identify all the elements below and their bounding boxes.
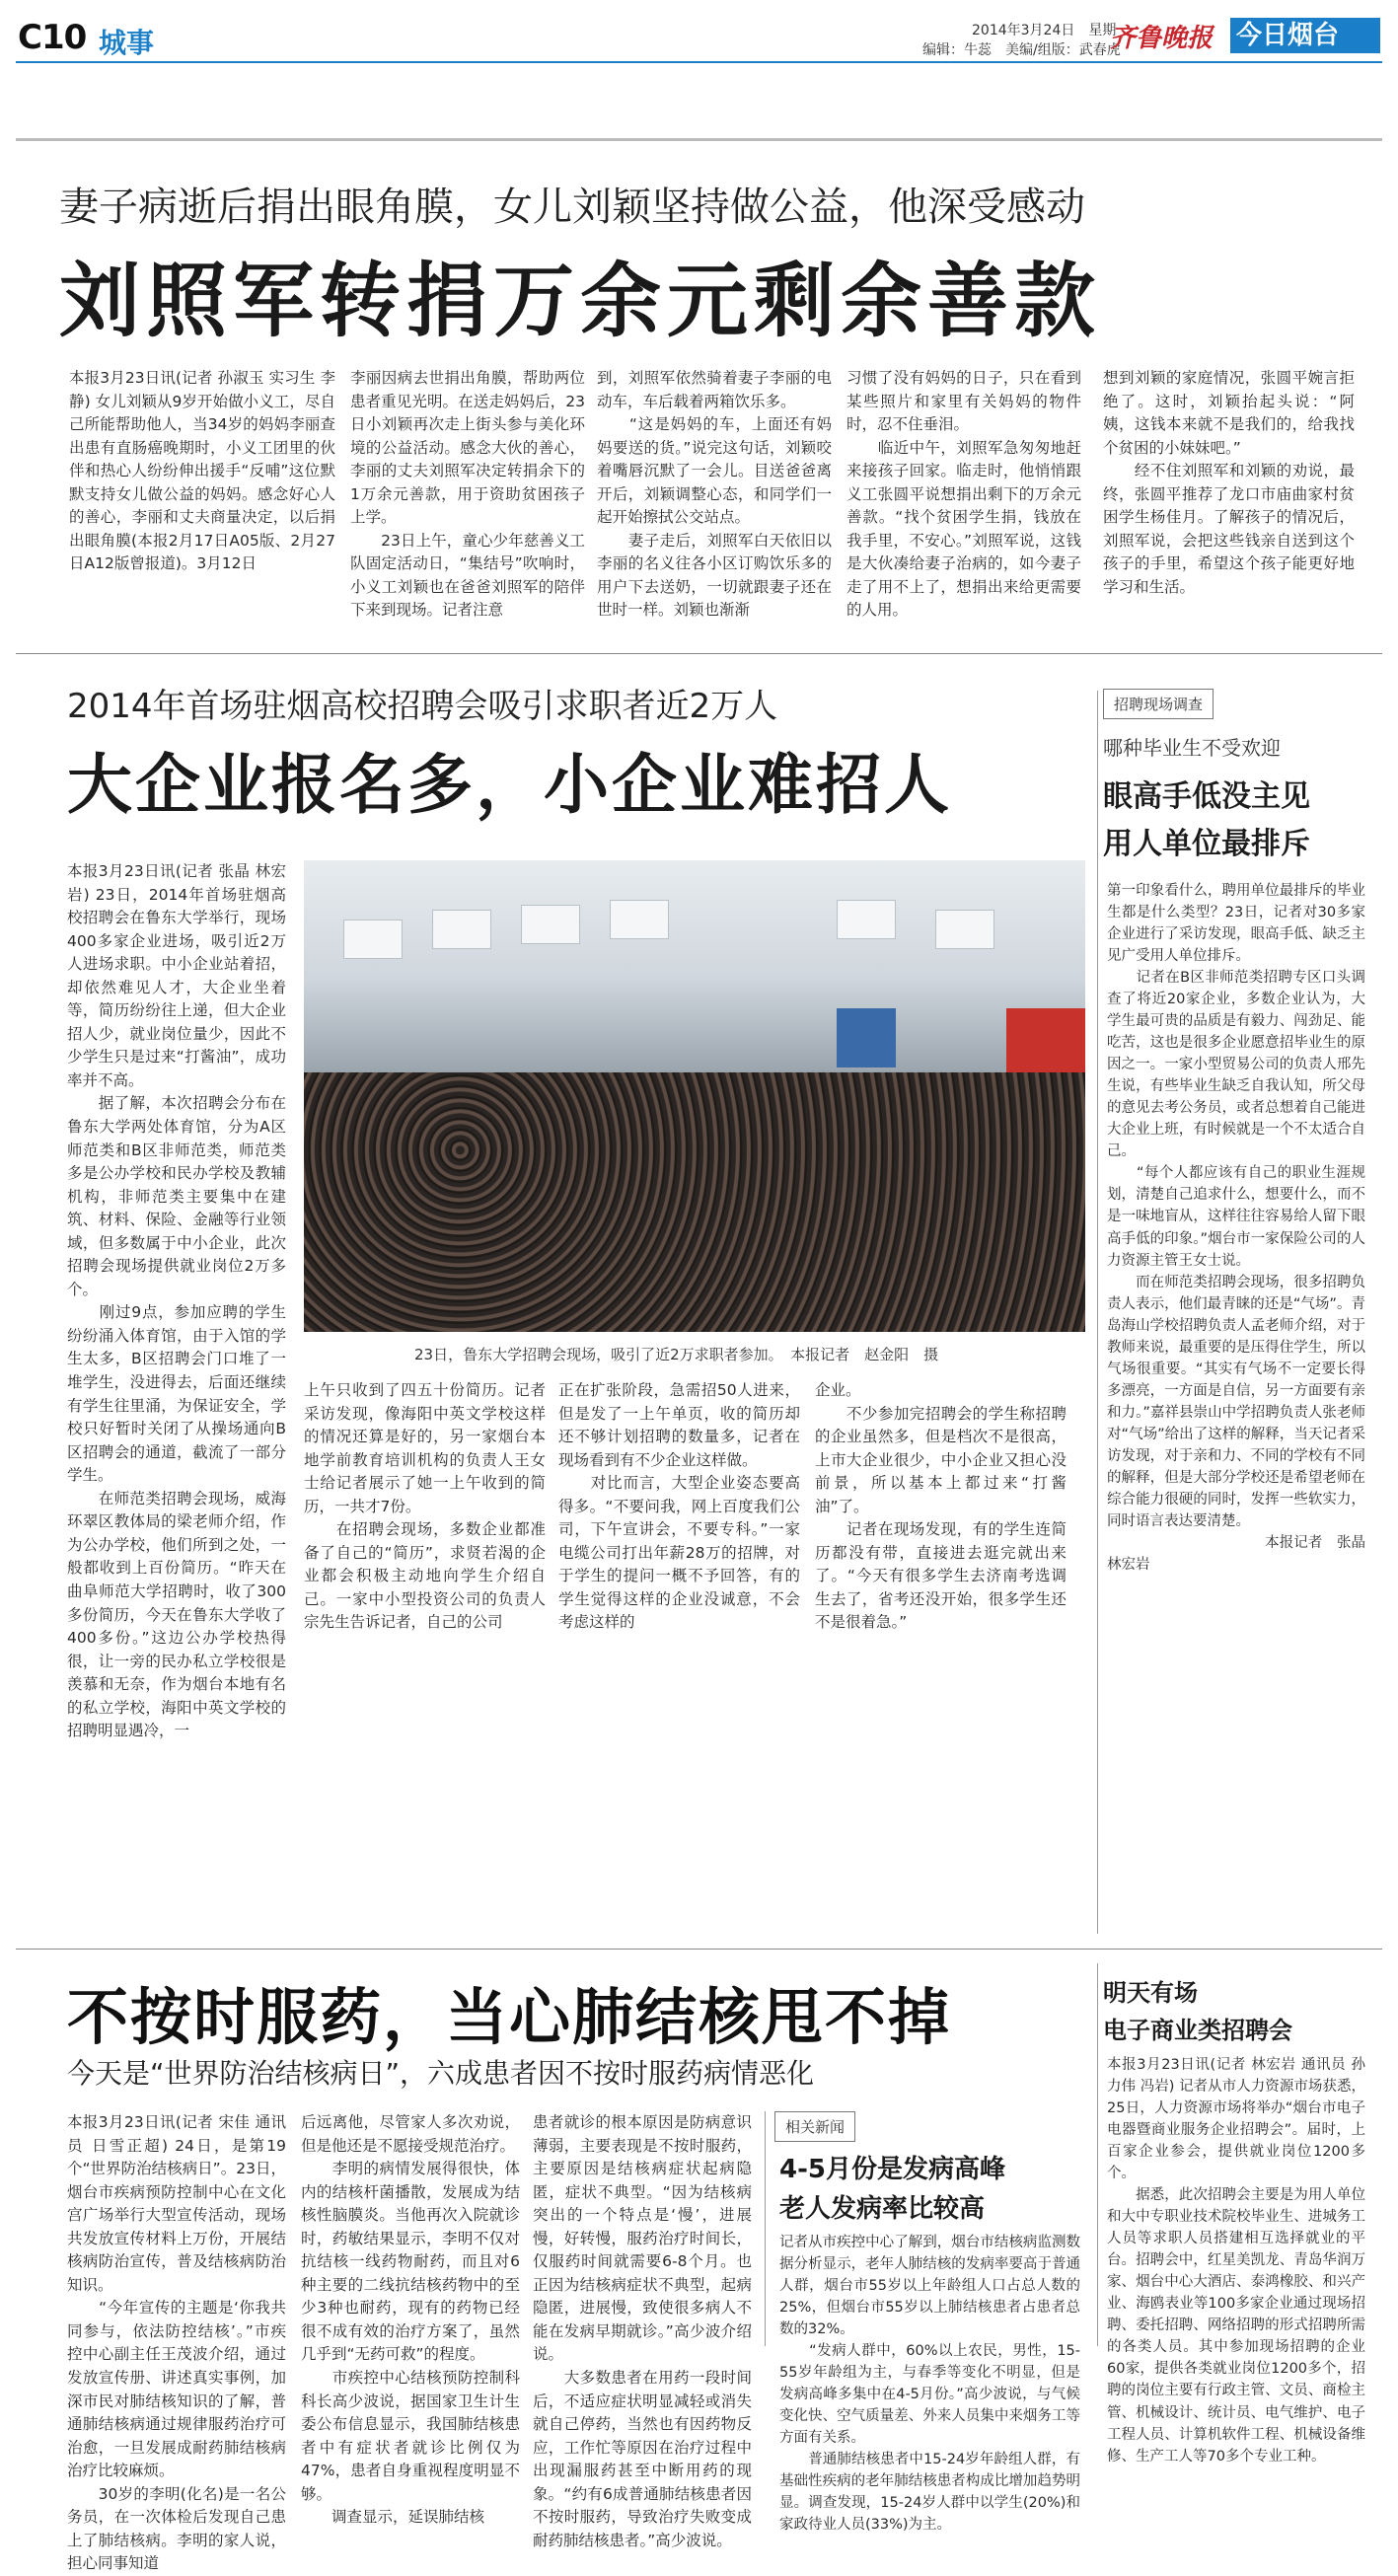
related-tag (774, 2111, 855, 2142)
sidebar2-subtitle: 哪种毕业生不受欢迎 (1103, 736, 1281, 760)
crowd (304, 1072, 1085, 1332)
article2-col-b3: 企业。 不少参加完招聘会的学生称招聘的企业虽然多，但是档次不是很高，上市大企业很少，中小企业又担心没前景，所以基本上都过来“打酱油”了。 记者在现场发现，有的学生连简历都没有带，直接进去逛完就出来了。“今天有很多学生去济南考选调生去了，省考还没开始，很多学生还不是很着急。” (815, 1381, 1067, 1632)
gym-window (610, 900, 669, 939)
edition-badge (1230, 18, 1380, 53)
gym-window (935, 910, 994, 949)
article3-col1: 本报3月23日讯(记者 宋佳 通讯员 日雪正超) 24日，是第19个“世界防治结核病日”。23日，烟台市疾病预防控制中心在文化宫广场举行大型宣传活动，现场共发放宣传材料上万份，开展结核病防治宣传，普及结核病防治知识。 “今年宣传的主题是‘你我共同参与，依法防控结核’。”市疾控中心副主任王茂波介绍，通过发放宣传册、讲述真实事例，加深市民对肺结核知识的了解，普通肺结核病通过规律服药治疗可治愈，一旦发展成耐药肺结核病治疗比较麻烦。 30岁的李明(化名)是一名公务员，在一次体检后发现自己患上了肺结核病。李明的家人说，担心同事知道 (67, 2113, 286, 2573)
edition-label: 今日烟台 (1236, 21, 1340, 50)
related-tag-text: 相关新闻 (785, 2118, 846, 2136)
article2-bottom-rule (16, 1949, 1382, 1950)
article2-col-left: 本报3月23日讯(记者 张晶 林宏岩) 23日，2014年首场驻烟高校招聘会在鲁东大学举行，现场400多家企业进场，吸引近2万人进场求职。中小企业站着招，却依然难见人才，大企业坐着等，简历纷纷往上递，但大企业招人少，就业岗位量少，因此不少学生只是过来“打酱油”，成功率并不高。 据了解，本次招聘会分布在鲁东大学两处体育馆，分为A区师范类和B区非师范类，师范类多是公办学校和民办学校及教辅机构，非师范类主要集中在建筑、材料、保险、金融等行业领域，但多数属于中小企业，此次招聘会现场提供就业岗位2万多个。 刚过9点，参加应聘的学生纷纷涌入体育馆，由于入馆的学生太多，B区招聘会门口堆了一堆学生，没进得去，后面还继续有学生往里涌，为保证安全，学校只好暂时关闭了从操场通向B区招聘会的通道，截流了一部分学生。 在师范类招聘会现场，威海环翠区教体局的梁老师介绍，作为公办学校，他们所到之处，一般都收到上百份简历。“昨天在曲阜师范大学招聘时，收了300多份简历，今天在鲁东大学收了400多份。”这边公办学校热得很，让一旁的民办私立学校很是羡慕和无奈，作为烟台本地有名的私立学校，海阳中英文学校的招聘明显遇冷，一 (67, 862, 286, 1740)
job-fair-photo (304, 860, 1085, 1332)
related-box-rule (765, 2111, 766, 2346)
article1-subtitle: 妻子病逝后捐出眼角膜，女儿刘颖坚持做公益，他深受感动 (59, 184, 1085, 230)
article3-title: 不按时服药，当心肺结核甩不掉 (67, 1981, 952, 2053)
sidebar2-body: 第一印象看什么，聘用单位最排斥的毕业生都是什么类型？23日，记者对30多家企业进行了采访发现，眼高手低、缺乏主见广受用人单位排斥。 记者在B区非师范类招聘专区口头调查了将近20家企业，多数企业认为，大学生最可贵的品质是有毅力、闯劲足、能吃苦，这也是很多企业愿意招毕业生的原因之一。一家小型贸易公司的负责人邢先生说，有些毕业生缺乏自我认知，所父母的意见去考公务员，或者总想着自己能进大企业上班，有时候就是一个不太适合自己。 “每个人都应该有自己的职业生涯规划，清楚自己追求什么，想要什么，而不是一味地盲从，这样往往容易给人留下眼高手低的印象。”烟台市一家保险公司的人力资源主管王女士说。 而在师范类招聘会现场，很多招聘负责人表示，他们最青睐的还是“气场”。青岛海山学校招聘负责人孟老师介绍，对于教师来说，最重要的是压得住学生，所以气场很重要。“其实有气场不一定要长得多漂亮，一方面是自信，另一方面要有亲和力。”嘉祥县崇山中学招聘负责人张老师对“气场”给出了这样的解释，当天记者采访发现，对于亲和力、不同的学校有不同的解释，但是大部分学校还是希望老师在综合能力很硬的同时，发挥一些软实力，同时语言表达要清楚。 本报记者 张晶 林宏岩 (1107, 883, 1365, 1573)
page-header (0, 0, 1398, 69)
article3-col2: 后远离他，尽管家人多次劝说，但是他还是不愿接受规范治疗。 李明的病情发展得很快，体内的结核杆菌播散，发展成为结核性脑膜炎。当他再次入院就诊时，药敏结果显示，李明不仅对抗结核一线药物耐药，而且对6种主要的二线抗结核药物中的至少3种也耐药，现有的药物已经很不成有效的治疗方案了，虽然几乎到“无药可救”的程度。 市疾控中心结核预防控制科科长高少波说，据国家卫生计生委公布信息显示，我国肺结核患者中有症状者就诊比例仅为47%，患者自身重视程度明显不够。 调查显示，延误肺结核 (301, 2113, 520, 2527)
page-label: C10 (18, 18, 87, 57)
gym-window (343, 920, 403, 959)
gym-window (521, 905, 580, 944)
article2-col-b1: 上午只收到了四五十份简历。记者采访发现，像海阳中英文学校这样的情况还算是好的，另一家烟台本地学前教育培训机构的负责人王女士给记者展示了她一上午收到的简历，一共才7份。 在招聘会现场，多数企业都准备了自己的“简历”，求贤若渴的企业都会积极主动地向学生介绍自己。一家中小型投资公司的负责人宗先生告诉记者，自己的公司 (304, 1381, 546, 1632)
article1-col1: 本报3月23日讯(记者 孙淑玉 实习生 李静) 女儿刘颖从9岁开始做小义工，尽自己所能帮助他人，当34岁的妈妈李丽查出患有直肠癌晚期时，小义工团里的伙伴和热心人纷纷伸出援手“反哺”这位默默支持女儿做公益的妈妈。感念好心人的善心，李丽和丈夫商量决定，以后捐出眼角膜(本报2月17日A05版、2月27日A12版曾报道)。3月12日 (69, 369, 335, 573)
article3-subtitle: 今天是“世界防治结核病日”，六成患者因不按时服药病情恶化 (67, 2057, 815, 2090)
sidebar3-rule (1097, 1963, 1098, 2346)
article1-col2: 李丽因病去世捐出角膜，帮助两位患者重见光明。在送走妈妈后，23日小刘颖再次走上街头参与美化环境的公益活动。感念大伙的善心，李丽的丈夫刘照军决定转捐余下的1万余元善款，用于资助贫困孩子上学。 23日上午，童心少年慈善义工队固定活动日，“集结号”吹响时，小义工刘颖也在爸爸刘照军的陪伴下来到现场。记者注意 (350, 369, 585, 620)
article1-col5: 想到刘颖的家庭情况，张圆平婉言拒绝了。这时，刘颖抬起头说：“阿姨，这钱本来就不是我们的，给我找个贫困的小妹妹吧。” 经不住刘照军和刘颖的劝说，最终，张圆平推荐了龙口市庙曲家村贫困学生杨佳月。了解孩子的情况后，刘照军说，会把这些钱亲自送到这个孩子的手里，希望这个孩子能更好地学习和生活。 (1103, 369, 1355, 596)
red-banner (1006, 1008, 1085, 1077)
related-body: 记者从市疾控中心了解到，烟台市结核病监测数据分析显示，老年人肺结核的发病率要高于普通人群，烟台市55岁以上年龄组人口占总人数的25%，但烟台市55岁以上肺结核患者占患者总数的32%。 “发病人群中，60%以上农民，男性，15-55岁年龄组为主，与春季等变化不明显，但是发病高峰多集中在4-5月份。”高少波说，与气候变化快、空气质量差、外来人员集中来烟务工等方面有关系。 普通肺结核患者中15-24岁年龄组人群，有基础性疾病的老年肺结核患者构成比增加趋势明显。调查发现，15-24岁人群中以学生(20%)和家政待业人员(33%)为主。 (779, 2235, 1080, 2534)
article1-col3: 到，刘照军依然骑着妻子李丽的电动车，车后载着两箱饮乐多。 “这是妈妈的车，上面还有妈妈要送的货。”说完这句话，刘颖咬着嘴唇沉默了一会儿。目送爸爸离开后，刘颖调整心态，和同学们一起开始擦拭公交站点。 妻子走后，刘照军白天依旧以李丽的名义往各小区订购饮乐多的用户下去送奶，一切就跟妻子还在世时一样。刘颖也渐渐 (597, 369, 832, 620)
sidebar2-title-2: 用人单位最排斥 (1103, 827, 1310, 861)
article1-bottom-rule (16, 653, 1382, 654)
section-name: 城事 (99, 27, 155, 59)
article2-title: 大企业报名多，小企业难招人 (67, 747, 952, 823)
gym-window (837, 900, 896, 939)
article1-title: 刘照军转捐万余元剩余善款 (59, 255, 1102, 348)
sidebar2-tag-text: 招聘现场调查 (1114, 696, 1204, 713)
sidebar3-body: 本报3月23日讯(记者 林宏岩 通讯员 孙力伟 冯岩) 记者从市人力资源市场获悉，25日，人力资源市场将举办“烟台市电子电器暨商业服务企业招聘会”。届时，上百家企业参会，提供就业岗位1200多个。 据悉，此次招聘会主要是为用人单位和大中专职业技术院校毕业生、进城务工人员等求职人员搭建相互选择就业的平台。招聘会中，红星美凯龙、青岛华润万家、烟台中心大酒店、泰鸿橡胶、和兴产业、海鸥表业等100多家企业通过现场招聘、委托招聘、网络招聘的形式招聘所需的各类人员。其中参加现场招聘的企业60家，提供各类就业岗位1200多个，招聘的岗位主要有行政主管、文员、商检主管、机械设计、统计员、电气维护、电子工程人员、计算机软件工程、机械设备维修、生产工人等70多个专业工种。 (1107, 2057, 1365, 2465)
related-title-1: 4-5月份是发病高峰 (779, 2155, 1005, 2184)
gym-window (432, 910, 491, 949)
sidebar2-tag (1103, 689, 1214, 719)
paper-logo: 齐鲁晚报 (1110, 24, 1214, 53)
related-title-2: 老人发病率比较高 (779, 2194, 986, 2224)
sidebar2-rule (1097, 691, 1098, 1934)
sidebar3-title-1: 明天有场 (1103, 1979, 1198, 2007)
sidebar2-title-1: 眼高手低没主见 (1103, 779, 1310, 814)
article2-col-b2: 正在扩张阶段，急需招50人进来，但是发了一上午单页，收的简历却还不够计划招聘的数量多，记者在现场看到有不少企业这样做。 对比而言，大型企业姿态要高得多。“不要问我，网上百度我们公司，下午宣讲会，不要专科。”一家电缆公司打出年薪28万的招牌，对于学生的提问一概不予回答，有的学生觉得这样的企业没诚意，不会考虑这样的 (558, 1381, 800, 1632)
blue-banner (837, 1008, 896, 1067)
photo-caption: 23日，鲁东大学招聘会现场，吸引了近2万求职者参加。 本报记者 赵金阳 摄 (414, 1346, 939, 1363)
sidebar3-title-2: 电子商业类招聘会 (1103, 2017, 1292, 2044)
header-rule (16, 61, 1382, 63)
header-rule-gray (16, 138, 1382, 141)
editor-line: 编辑：牛蕊 美编/组版：武春虎 (922, 42, 1121, 58)
article3-col3: 患者就诊的根本原因是防病意识薄弱，主要表现是不按时服药，主要原因是结核病症状起病隐匿，症状不典型。“因为结核病突出的一个特点是‘慢’，进展慢，好转慢，服药治疗时间长，仅服药时间就需要6-8个月。也正因为结核病症状不典型，起病隐匿，进展慢，致使很多病人不能在发病早期就诊。”高少波介绍说。 大多数患者在用药一段时间后，不适应症状明显减轻或消失就自己停药，当然也有因药物反应，工作忙等原因在治疗过程中出现漏服药甚至中断用药的现象。“约有6成普通肺结核患者因不按时服药，导致治疗失败变成耐药肺结核患者。”高少波说。 (533, 2113, 752, 2549)
article1-col4: 习惯了没有妈妈的日子，只在看到某些照片和家里有关妈妈的物件时，忍不住垂泪。 临近中午，刘照军急匆匆地赶来接孩子回家。临走时，他悄悄跟义工张圆平说想捐出剩下的万余元善款。“找个贫困学生捐，钱放在我手里，不安心。”刘照军说，这钱是大伙凑给妻子治病的，如今妻子走了用不上了，想捐出来给更需要的人用。 (846, 369, 1081, 620)
date-line: 2014年3月24日 星期一 (972, 23, 1131, 38)
article2-subtitle: 2014年首场驻烟高校招聘会吸引求职者近2万人 (67, 687, 778, 726)
